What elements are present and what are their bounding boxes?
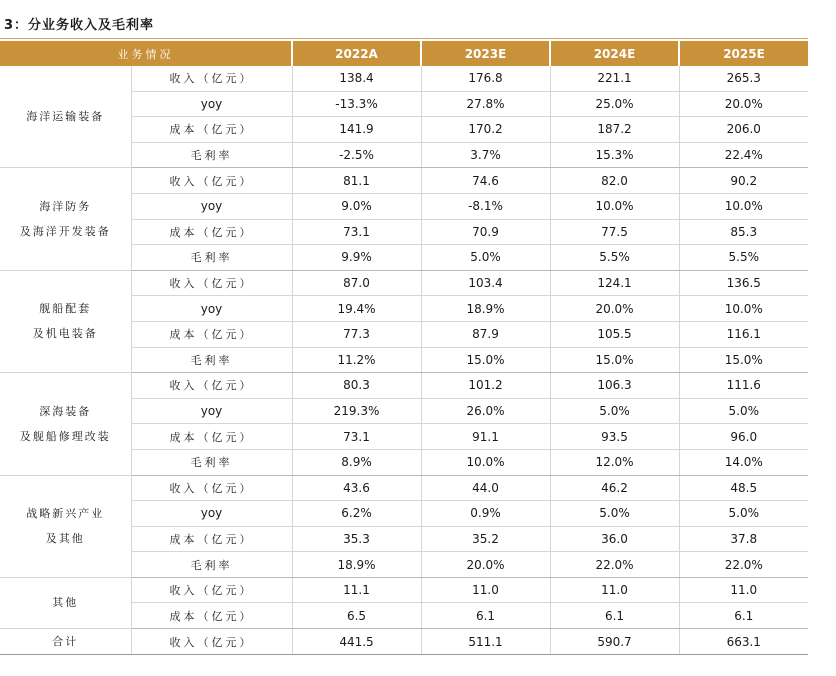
value-cell: 37.8 <box>679 526 808 552</box>
value-cell: -2.5% <box>292 142 421 168</box>
table-title: 3：分业务收入及毛利率 <box>4 18 155 33</box>
business-revenue-table <box>0 41 808 655</box>
metric-label: 毛利率 <box>131 245 292 271</box>
value-cell: 15.0% <box>550 347 679 373</box>
metric-label: 成本（亿元） <box>131 117 292 143</box>
metric-label: yoy <box>131 193 292 219</box>
value-cell: 511.1 <box>421 629 550 655</box>
metric-label: 毛利率 <box>131 449 292 475</box>
value-cell: 20.0% <box>550 296 679 322</box>
segment-name-line: 深海装备 <box>39 404 92 418</box>
value-cell: 105.5 <box>550 321 679 347</box>
value-cell: 5.0% <box>550 398 679 424</box>
value-cell: 73.1 <box>292 219 421 245</box>
value-cell: 219.3% <box>292 398 421 424</box>
value-cell: 9.0% <box>292 193 421 219</box>
segment-name-line: 及其他 <box>45 532 85 546</box>
value-cell: 10.0% <box>421 449 550 475</box>
value-cell: 70.9 <box>421 219 550 245</box>
value-cell: 590.7 <box>550 629 679 655</box>
table-row <box>0 577 808 603</box>
header-year: 2024E <box>550 41 679 66</box>
metric-label: 收入（亿元） <box>131 475 292 501</box>
value-cell: 6.1 <box>679 603 808 629</box>
value-cell: 5.0% <box>550 501 679 527</box>
metric-label: 收入（亿元） <box>131 270 292 296</box>
segment-name-line: 战略新兴产业 <box>26 507 105 521</box>
value-cell: 3.7% <box>421 142 550 168</box>
value-cell: 663.1 <box>679 629 808 655</box>
metric-label: yoy <box>131 501 292 527</box>
header-row <box>0 41 808 66</box>
value-cell: 36.0 <box>550 526 679 552</box>
metric-label: 毛利率 <box>131 552 292 578</box>
segment-name-line: 及舰船修理改装 <box>19 429 111 443</box>
table-row <box>0 66 808 91</box>
value-cell: 6.1 <box>421 603 550 629</box>
value-cell: 116.1 <box>679 321 808 347</box>
value-cell: 138.4 <box>292 66 421 91</box>
value-cell: 87.0 <box>292 270 421 296</box>
value-cell: 18.9% <box>421 296 550 322</box>
value-cell: 25.0% <box>550 91 679 117</box>
value-cell: 77.3 <box>292 321 421 347</box>
value-cell: -13.3% <box>292 91 421 117</box>
value-cell: 101.2 <box>421 373 550 399</box>
value-cell: 10.0% <box>550 193 679 219</box>
value-cell: 141.9 <box>292 117 421 143</box>
value-cell: 6.5 <box>292 603 421 629</box>
value-cell: 8.9% <box>292 449 421 475</box>
value-cell: 11.0 <box>550 577 679 603</box>
value-cell: 11.1 <box>292 577 421 603</box>
value-cell: 93.5 <box>550 424 679 450</box>
value-cell: 12.0% <box>550 449 679 475</box>
metric-label: 收入（亿元） <box>131 577 292 603</box>
value-cell: 82.0 <box>550 168 679 194</box>
value-cell: 80.3 <box>292 373 421 399</box>
value-cell: 6.1 <box>550 603 679 629</box>
segment-name-line: 其他 <box>52 596 79 610</box>
value-cell: 90.2 <box>679 168 808 194</box>
value-cell: 77.5 <box>550 219 679 245</box>
value-cell: 35.3 <box>292 526 421 552</box>
metric-label: 收入（亿元） <box>131 373 292 399</box>
segment-name-line: 及机电装备 <box>32 327 98 341</box>
value-cell: 91.1 <box>421 424 550 450</box>
value-cell: 265.3 <box>679 66 808 91</box>
value-cell: 221.1 <box>550 66 679 91</box>
value-cell: 10.0% <box>679 193 808 219</box>
value-cell: -8.1% <box>421 193 550 219</box>
value-cell: 22.0% <box>550 552 679 578</box>
segment-name-line: 舰船配套 <box>39 302 92 316</box>
value-cell: 27.8% <box>421 91 550 117</box>
value-cell: 15.0% <box>679 347 808 373</box>
value-cell: 19.4% <box>292 296 421 322</box>
segment-name-line: 海洋运输装备 <box>26 110 105 124</box>
value-cell: 20.0% <box>421 552 550 578</box>
segment-name-cell <box>0 475 131 577</box>
metric-label: 收入（亿元） <box>131 66 292 91</box>
table-row <box>0 629 808 655</box>
value-cell: 187.2 <box>550 117 679 143</box>
segment-name-cell <box>0 629 131 655</box>
segment-name-line: 及海洋开发装备 <box>19 225 111 239</box>
metric-label: 成本（亿元） <box>131 321 292 347</box>
value-cell: 136.5 <box>679 270 808 296</box>
value-cell: 87.9 <box>421 321 550 347</box>
value-cell: 43.6 <box>292 475 421 501</box>
value-cell: 9.9% <box>292 245 421 271</box>
value-cell: 22.4% <box>679 142 808 168</box>
value-cell: 11.0 <box>421 577 550 603</box>
value-cell: 5.0% <box>421 245 550 271</box>
table-row <box>0 373 808 399</box>
segment-name-line: 海洋防务 <box>39 200 92 214</box>
value-cell: 103.4 <box>421 270 550 296</box>
value-cell: 48.5 <box>679 475 808 501</box>
value-cell: 22.0% <box>679 552 808 578</box>
value-cell: 15.3% <box>550 142 679 168</box>
value-cell: 44.0 <box>421 475 550 501</box>
value-cell: 5.5% <box>550 245 679 271</box>
value-cell: 15.0% <box>421 347 550 373</box>
value-cell: 5.0% <box>679 398 808 424</box>
value-cell: 85.3 <box>679 219 808 245</box>
value-cell: 5.5% <box>679 245 808 271</box>
metric-label: yoy <box>131 91 292 117</box>
table-row <box>0 168 808 194</box>
metric-label: yoy <box>131 398 292 424</box>
value-cell: 14.0% <box>679 449 808 475</box>
metric-label: 成本（亿元） <box>131 424 292 450</box>
value-cell: 20.0% <box>679 91 808 117</box>
value-cell: 111.6 <box>679 373 808 399</box>
metric-label: 成本（亿元） <box>131 219 292 245</box>
value-cell: 11.0 <box>679 577 808 603</box>
metric-label: 收入（亿元） <box>131 168 292 194</box>
value-cell: 11.2% <box>292 347 421 373</box>
value-cell: 170.2 <box>421 117 550 143</box>
segment-name-cell <box>0 270 131 372</box>
header-business-label: 业务情况 <box>0 41 292 66</box>
metric-label: yoy <box>131 296 292 322</box>
segment-name-cell <box>0 577 131 628</box>
value-cell: 206.0 <box>679 117 808 143</box>
value-cell: 6.2% <box>292 501 421 527</box>
value-cell: 106.3 <box>550 373 679 399</box>
segment-name-line: 合计 <box>52 635 79 649</box>
metric-label: 成本（亿元） <box>131 526 292 552</box>
metric-label: 成本（亿元） <box>131 603 292 629</box>
value-cell: 5.0% <box>679 501 808 527</box>
value-cell: 18.9% <box>292 552 421 578</box>
value-cell: 441.5 <box>292 629 421 655</box>
value-cell: 0.9% <box>421 501 550 527</box>
segment-name-cell <box>0 168 131 270</box>
table-row <box>0 270 808 296</box>
header-year: 2025E <box>679 41 808 66</box>
value-cell: 73.1 <box>292 424 421 450</box>
header-year: 2023E <box>421 41 550 66</box>
value-cell: 81.1 <box>292 168 421 194</box>
value-cell: 26.0% <box>421 398 550 424</box>
header-year: 2022A <box>292 41 421 66</box>
value-cell: 124.1 <box>550 270 679 296</box>
value-cell: 74.6 <box>421 168 550 194</box>
metric-label: 毛利率 <box>131 142 292 168</box>
value-cell: 96.0 <box>679 424 808 450</box>
value-cell: 46.2 <box>550 475 679 501</box>
title-rule <box>0 38 808 39</box>
value-cell: 35.2 <box>421 526 550 552</box>
segment-name-cell <box>0 66 131 168</box>
metric-label: 收入（亿元） <box>131 629 292 655</box>
segment-name-cell <box>0 373 131 475</box>
metric-label: 毛利率 <box>131 347 292 373</box>
table-body <box>0 66 808 655</box>
value-cell: 176.8 <box>421 66 550 91</box>
table-row <box>0 475 808 501</box>
value-cell: 10.0% <box>679 296 808 322</box>
